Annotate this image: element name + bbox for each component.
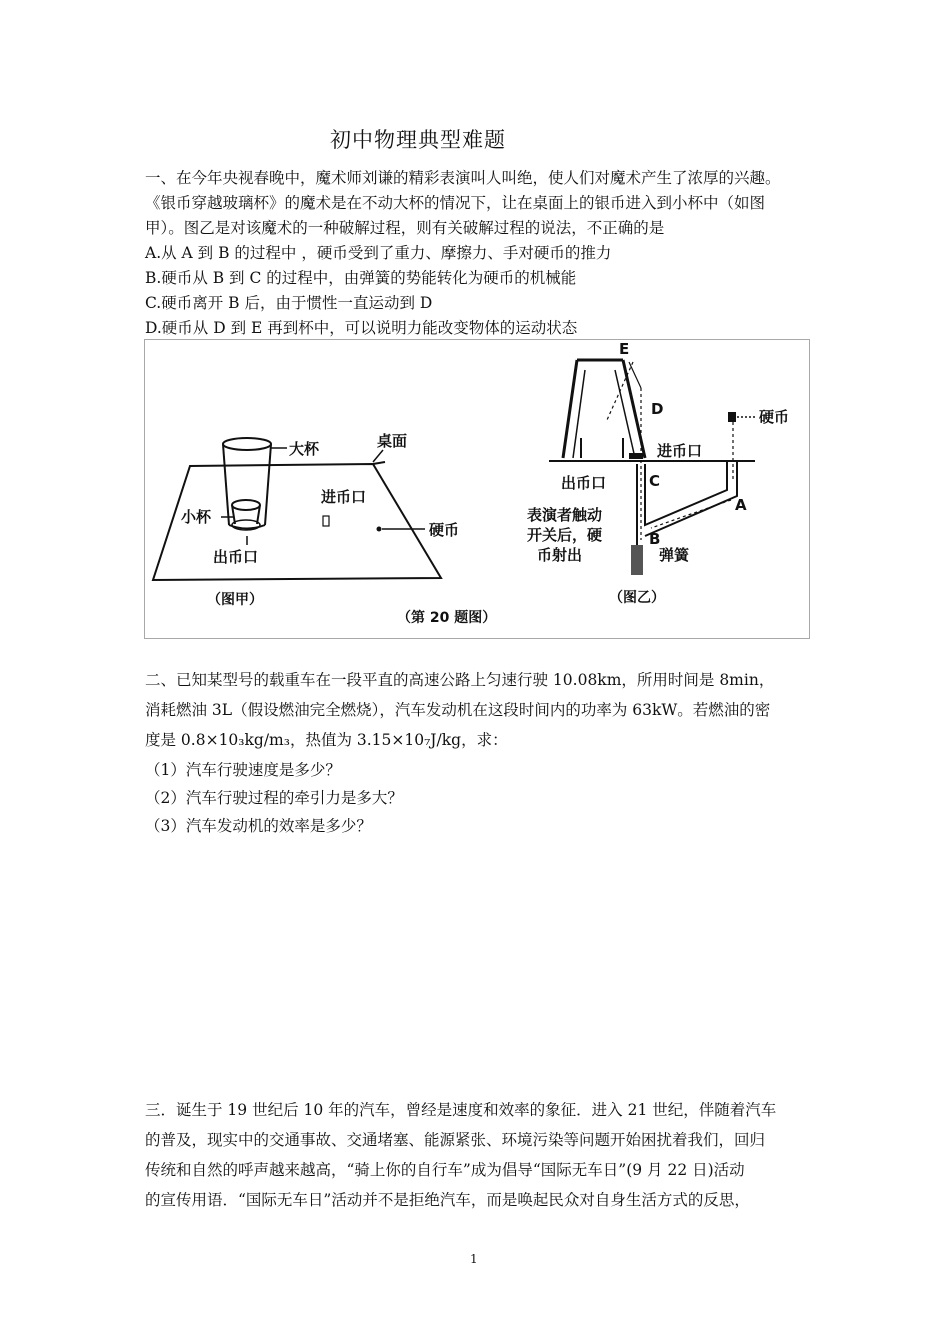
label-coin-in-b: 进币口: [657, 442, 703, 460]
magic-trick-diagram: [145, 340, 809, 638]
label-desk: 桌面: [377, 432, 408, 450]
label-E: E: [619, 340, 630, 358]
caption-figure-a: （图甲）: [207, 592, 263, 608]
coin-icon: [377, 527, 382, 532]
diagram-stroke: [651, 500, 731, 528]
q1-stem-line-2: 《银币穿越玻璃杯》的魔术是在不动大杯的情况下，让在桌面上的银币进入到小杯中（如图: [145, 194, 766, 212]
label-small-cup: 小杯: [181, 508, 212, 526]
q3-line-3: 传统和自然的呼声越来越高，“骑上你的自行车”成为倡导“国际无车日”(9 月 22 日)活动: [145, 1161, 745, 1179]
q1-option-c: C.硬币离开 B 后，由于惯性一直运动到 D: [145, 294, 433, 312]
q1-option-b: B.硬币从 B 到 C 的过程中，由弹簧的势能转化为硬币的机械能: [145, 269, 577, 287]
caption-main: （第 20 题图）: [397, 610, 497, 626]
q3-line-2: 的普及，现实中的交通事故、交通堵塞、能源紧张、环境污染等问题开始困扰着我们，回归: [145, 1131, 766, 1149]
diagram-stroke: [223, 438, 271, 450]
label-C: C: [649, 472, 661, 490]
label-coin-b: 硬币: [759, 408, 790, 426]
label-coin-in-a: 进币口: [321, 488, 367, 506]
diagram-stroke: [373, 450, 383, 462]
diagram-stroke: [629, 453, 643, 459]
big-cup-cross-section: [563, 360, 645, 458]
coin-slot-icon: [323, 516, 329, 526]
note-line-1: 表演者触动: [527, 506, 603, 524]
diagram-stroke: [373, 462, 385, 464]
note-line-2: 开关后，硬: [527, 526, 603, 544]
diagram-stroke: [615, 370, 635, 458]
q2-sub-2: （2）汽车行驶过程的牵引力是多大？: [145, 789, 403, 807]
q1-figure: [144, 339, 810, 639]
page-title: 初中物理典型难题: [330, 128, 506, 152]
note-line-3: 币射出: [537, 546, 583, 564]
q2-line-3: 度是 0.8×10₃kg/m₃，热值为 3.15×10₇J/kg，求：: [145, 731, 508, 749]
label-B: B: [649, 530, 661, 548]
q1-stem-line-3: 甲）。图乙是对该魔术的一种破解过程，则有关破解过程的说法，不正确的是: [145, 219, 665, 237]
q2-sub-3: （3）汽车发动机的效率是多少？: [145, 817, 372, 835]
label-A: A: [735, 496, 747, 514]
spring-icon: [631, 545, 643, 575]
label-coin-out-a: 出币口: [213, 548, 259, 566]
q3-line-1: 三．诞生于 19 世纪后 10 年的汽车，曾经是速度和效率的象征．进入 21 世纪，伴随着汽车: [145, 1101, 777, 1119]
small-cup-icon: [232, 500, 260, 530]
label-big-cup: 大杯: [289, 440, 320, 458]
q1-option-a: A.从 A 到 B 的过程中 ，硬币受到了重力、摩擦力、手对硬币的推力: [145, 244, 612, 262]
diagram-stroke: [623, 360, 645, 458]
big-cup-icon: [223, 438, 271, 529]
q2-sub-1: （1）汽车行驶速度是多少？: [145, 761, 341, 779]
diagram-stroke: [265, 444, 271, 525]
diagram-stroke: [223, 444, 229, 525]
caption-figure-b: （图乙）: [609, 590, 665, 606]
diagram-stroke: [232, 500, 260, 510]
diagram-stroke: [629, 362, 641, 388]
q1-stem-line-1: 一、在今年央视春晚中，魔术师刘谦的精彩表演叫人叫绝，使人们对魔术产生了浓厚的兴趣。: [145, 169, 781, 187]
q1-option-d: D.硬币从 D 到 E 再到杯中，可以说明力能改变物体的运动状态: [145, 319, 578, 337]
q2-line-2: 消耗燃油 3L（假设燃油完全燃烧），汽车发动机在这段时间内的功率为 63kW。若燃油的密: [145, 701, 771, 719]
page-number: 1: [470, 1252, 478, 1266]
q3-line-4: 的宣传用语．“国际无车日”活动并不是拒绝汽车，而是唤起民众对自身生活方式的反思，: [145, 1191, 750, 1209]
q2-line-1: 二、已知某型号的载重车在一段平直的高速公路上匀速行驶 10.08km，所用时间是 8min，: [145, 671, 775, 689]
label-spring: 弹簧: [659, 546, 690, 564]
label-D: D: [651, 400, 664, 418]
label-coin-out-b: 出币口: [561, 474, 607, 492]
label-coin-a: 硬币: [429, 521, 460, 539]
coin-b-icon: [728, 412, 736, 422]
